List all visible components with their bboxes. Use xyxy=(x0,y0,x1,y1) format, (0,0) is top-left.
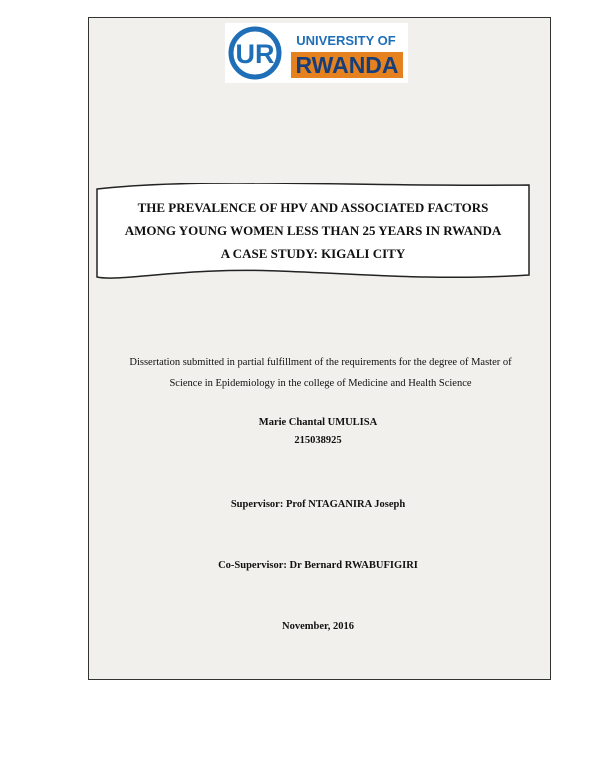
university-logo xyxy=(225,23,408,83)
supervisor: Supervisor: Prof NTAGANIRA Joseph xyxy=(230,499,406,510)
author-name: Marie Chantal UMULISA xyxy=(258,417,378,428)
logo-line-2: RWANDA xyxy=(295,52,399,78)
title-line-2: AMONG YOUNG WOMEN LESS THAN 25 YEARS IN RWANDA xyxy=(124,223,502,238)
thesis-title xyxy=(95,196,531,265)
submission-line-2: Science in Epidemiology in the college of Medicine and Health Science xyxy=(169,378,472,389)
co-supervisor: Co-Supervisor: Dr Bernard RWABUFIGIRI xyxy=(218,560,418,571)
submission-line-1: Dissertation submitted in partial fulfillment of the requirements for the degree of Master of xyxy=(129,357,512,368)
logo-monogram: UR xyxy=(235,39,275,69)
author-id: 215038925 xyxy=(294,435,342,446)
logo-line-1: UNIVERSITY OF xyxy=(296,33,396,48)
submission-statement xyxy=(98,352,543,394)
title-page xyxy=(88,17,551,680)
submission-date: November, 2016 xyxy=(282,621,354,632)
title-line-3: A CASE STUDY: KIGALI CITY xyxy=(220,246,406,261)
author-block xyxy=(18,414,600,450)
title-line-1: THE PREVALENCE OF HPV AND ASSOCIATED FACTORS xyxy=(137,200,489,215)
